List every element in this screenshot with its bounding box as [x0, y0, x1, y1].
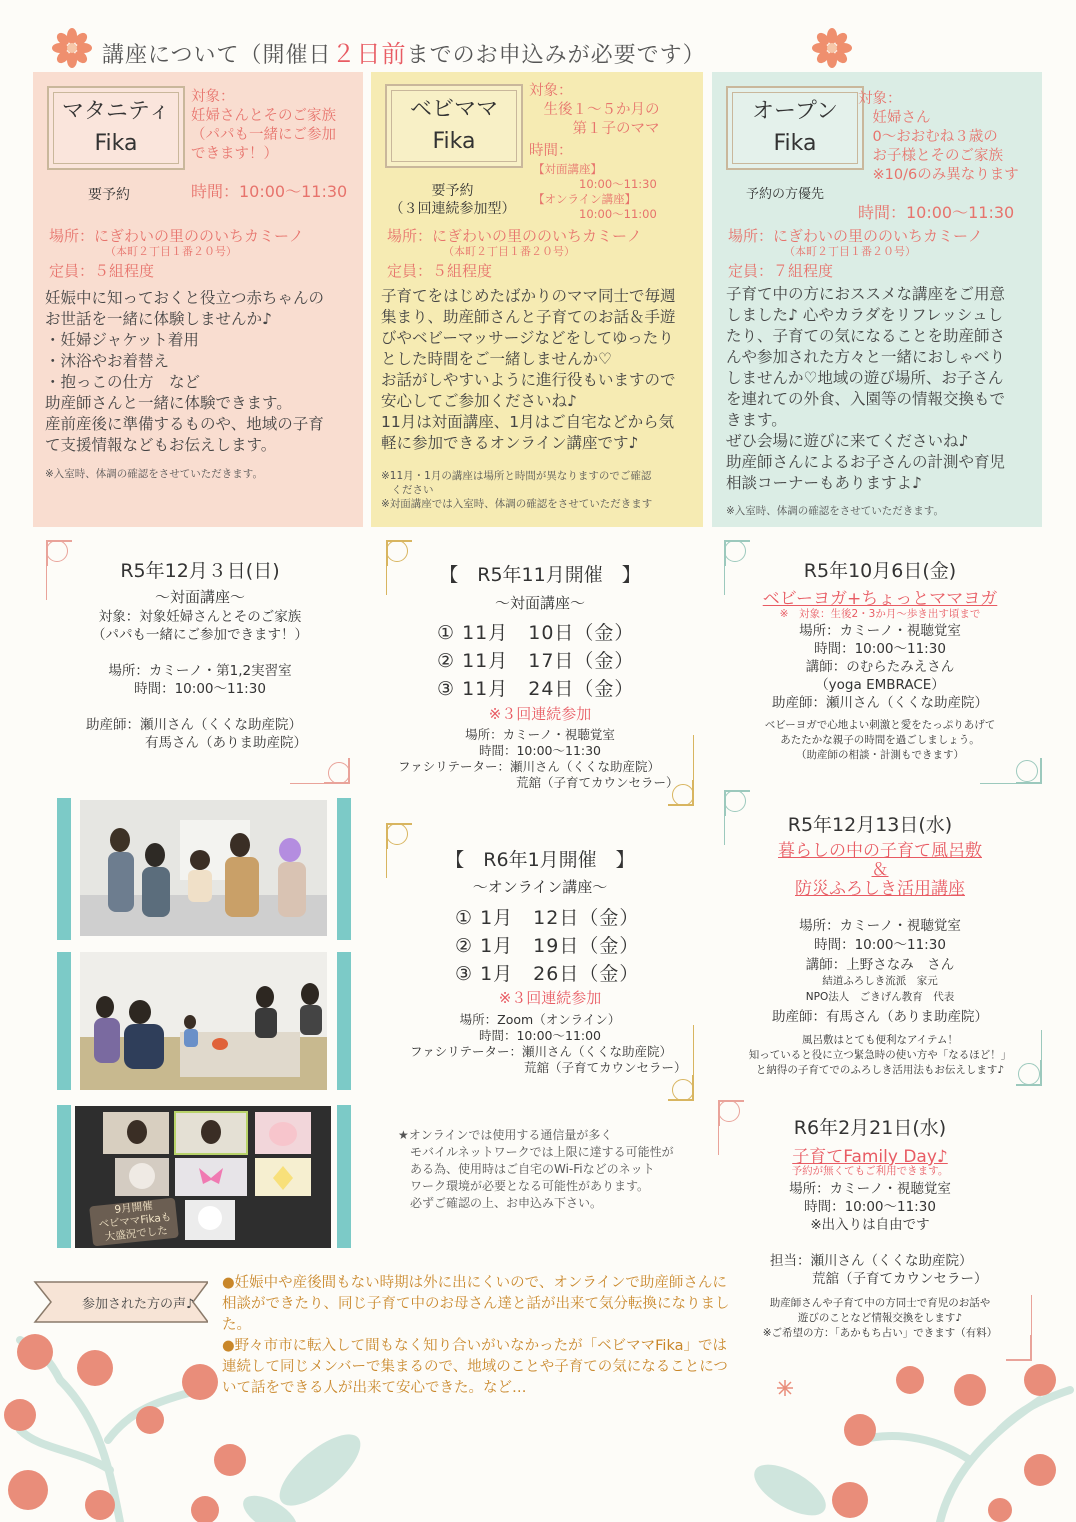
time-text: 時間：10:00～11:30 [858, 203, 1015, 222]
frame-circle [724, 540, 746, 562]
course-name-box: マタニティ Fika [47, 86, 185, 170]
decorative-branch-right [740, 1360, 1076, 1522]
target-text: 対象： 妊婦さん 0～おおむね３歳の お子様とそのご家族 ※10/6のみ異なります [858, 91, 1019, 183]
capacity-text: 定員：５組程度 [387, 262, 493, 280]
maternity-fika-panel [33, 72, 363, 527]
target-text: 対象： 妊婦さんとそのご家族 （パパも一緒にご参加 できます！） [191, 89, 336, 162]
event-date-row: ② 1月 19日（金） [455, 935, 640, 957]
event-time: 時間：10:00～11:30 [814, 641, 946, 657]
place-text: 場所：にぎわいの里ののいちカミーノ （本町２丁目１番２０号） [49, 227, 304, 258]
event-time: 時間：10:00～11:30 [134, 681, 266, 697]
event-desc: ベビーヨガで心地よい刺激と愛をたっぷりあげて あたたかな親子の時間を過ごしましょう。 （助産師の相談・計測もできます） [764, 719, 996, 761]
note-text: ※入室時、体調の確認をさせていただきます。 [726, 505, 944, 517]
voices-text: ●妊娠中や産後間もない時期は外に出にくいので、オンラインで助産師さんに 相談ができたり、同じ子育て中のお母さん達と話が出来て気分転換になりまし た。 ●野々市市に転入して間もなく知り合いがいなかったが「ベビママFika」では 連続して同じメンバーで集まるので、地域のことや子育ての気になることにつ いて話をできる人が出来て安心できた。など… [222, 1275, 730, 1396]
note-text: ※11月・1月の講座は場所と時間が異なりますのでご確認 ください ※対面講座では入室時、体調の確認をさせていただきます [381, 470, 653, 510]
event-facilitator-2: 荒舘（子育てカウンセラー） [516, 775, 679, 790]
event-midwife-2: 有馬さん（ありま助産院） [145, 735, 307, 751]
decorative-branch-left [0, 1320, 380, 1522]
event-type: ～対面講座～ [494, 594, 585, 612]
description-text: 子育てをはじめたばかりのママ同士で毎週 集まり、助産師さんと子育てのお話＆手遊 びやベビーマッサージなどをしてゆったり とした時間をご一緒しませんか♡ お話がしやすいように進行役もいますので 安心してご参加くださいね♪ 11月は対面講座、1月はご自宅などから気 軽に参加できるオンライン講座です♪ [381, 287, 676, 452]
frame-line [980, 783, 1040, 784]
event-title-link-2[interactable]: 防災ふろしき活用講座 [795, 879, 965, 899]
event-desc: 助産師さんや子育て中の方同士で育児のお話や 遊びのことなど情報交換をします♪ ※ご希望の方：「あかもち占い」できます（有料） [762, 1297, 998, 1339]
photo-frame-bar [57, 798, 71, 940]
event-date-row: ① 11月 10日（金） [437, 622, 635, 644]
event-staff-2: 荒舘（子育てカウンセラー） [812, 1271, 988, 1287]
photo-frame-bar [57, 1105, 71, 1248]
event-target: ※ 対象：生後2・3か月～歩き出す頃まで [779, 608, 981, 620]
event-title: 【 R5年11月開催 】 [439, 564, 641, 586]
event-midwife: 助産師：瀬川さん（くくな助産院） [772, 695, 988, 711]
event-place: 場所：カミーノ・視聴覚室 [799, 623, 961, 639]
event-place: 場所：カミーノ・視聴覚室 [799, 918, 961, 934]
time-text: 時間：10:00～11:30 [191, 182, 348, 201]
event-facilitator-2: 荒舘（子育てカウンセラー） [524, 1060, 687, 1075]
frame-circle [718, 1100, 740, 1122]
event-lecturer: 講師：上野さなみ さん [805, 957, 955, 973]
target-text: 対象： 生後１～５か月の 第１子のママ [529, 83, 660, 137]
event-target-note: （パパも一緒にご参加できます！） [92, 627, 308, 643]
voices-label: 参加された方の声♪ [82, 1297, 195, 1312]
online-notice: ★オンラインでは使用する通信量が多く モバイルネットワークでは上限に達する可能性が ある為、使用時はご自宅のWi-Fiなどのネット ワーク環境が必要となる可能性があります。 必ずご確認の上、お申込み下さい。 [398, 1128, 674, 1210]
online-class-photo [75, 1106, 331, 1248]
event-facilitator: ファシリテーター：瀬川さん（くくな助産院） [398, 759, 661, 774]
event-date-row: ③ 11月 24日（金） [437, 678, 635, 700]
event-midwife: 助産師：瀬川さん（くくな助産院） [86, 717, 302, 733]
event-place: 場所：カミーノ・視聴覚室 [789, 1181, 951, 1197]
photo-frame-bar [337, 1105, 351, 1248]
event-place: 場所：Zoom（オンライン） [459, 1012, 621, 1027]
class-photo-1 [80, 800, 327, 936]
event-time: 時間：10:00～11:30 [804, 1199, 936, 1215]
flower-icon-left [52, 28, 92, 68]
event-desc: 風呂敷はとても便利なアイテム！ 知っていると役に立つ緊急時の使い方や「なるほど！」 と納得の子育てでのふろしき活用法もお伝えします♪ [748, 1034, 1012, 1076]
bebimama-fika-panel [371, 72, 703, 527]
capacity-text: 定員：５組程度 [49, 262, 155, 280]
event-title-link[interactable]: 子育てFamily Day♪ [792, 1147, 948, 1167]
event-staff: 担当：瀬川さん（くくな助産院） [770, 1253, 973, 1269]
time-label: 時間： [529, 143, 573, 159]
reservation-label: 要予約 （３回連続参加型） [389, 183, 516, 217]
class-photo-2 [80, 952, 327, 1090]
note-text: ※入室時、体調の確認をさせていただきます。 [45, 468, 263, 480]
event-type: ～オンライン講座～ [472, 878, 608, 896]
place-text: 場所：にぎわいの里ののいちカミーノ （本町２丁目１番２０号） [728, 227, 983, 258]
event-series-note: ※３回連続参加 [498, 989, 602, 1007]
frame-circle [1016, 760, 1038, 782]
event-title-link[interactable]: ベビーヨガ+ちょっとママヨガ [762, 589, 998, 609]
event-date: R5年10月6日(金) [803, 560, 957, 582]
event-midwife: 助産師：有馬さん（ありま助産院） [772, 1009, 988, 1025]
event-lecturer-sub-2: NPO法人 ごきげん教育 代表 [805, 991, 955, 1003]
event-date: R6年2月21日(水) [793, 1117, 947, 1139]
event-free-note: ※出入りは自由です [810, 1217, 930, 1233]
page-title: 講座について（開催日２日前までのお申込みが必要です） [102, 40, 706, 68]
event-sub: 予約が無くてもご利用できます。 [791, 1165, 949, 1177]
title-highlight: ２日前 [331, 40, 407, 68]
photo-frame-bar [57, 952, 71, 1090]
photo-frame-bar [337, 798, 351, 940]
frame-line [1041, 1030, 1042, 1085]
photo-caption: 9月開催 ベビママFikaも 大盛況でした [98, 1200, 172, 1244]
capacity-text: 定員：７組程度 [728, 262, 834, 280]
event-title-amp: ＆ [871, 860, 889, 880]
event-title-link[interactable]: 暮らしの中の子育て風呂敷 [778, 841, 982, 861]
reservation-label: 予約の方優先 [746, 187, 825, 202]
frame-circle [724, 790, 746, 812]
event-date-row: ② 11月 17日（金） [437, 650, 635, 672]
frame-line [1031, 1295, 1032, 1360]
reservation-label: 要予約 [88, 187, 130, 203]
event-date: R5年12月３日(日) [120, 560, 280, 582]
place-text: 場所：にぎわいの里ののいちカミーノ （本町２丁目１番２０号） [387, 227, 642, 258]
event-place: 場所：カミーノ・視聴覚室 [465, 727, 615, 742]
event-time: 時間：10:00～11:00 [478, 1028, 602, 1043]
event-date-row: ③ 1月 26日（金） [455, 963, 640, 985]
open-fika-panel [712, 72, 1042, 527]
event-place: 場所：カミーノ・第1,2実習室 [108, 663, 292, 679]
event-date: R5年12月13日(水) [787, 814, 953, 836]
event-lecturer: 講師：のむらたみえさん [805, 659, 955, 675]
event-title: 【 R6年1月開催 】 [445, 849, 635, 871]
event-time: 時間：10:00～11:30 [478, 743, 602, 758]
photo-frame-bar [337, 952, 351, 1090]
description-text: 妊娠中に知っておくと役立つ赤ちゃんの お世話を一緒に体験しませんか♪ ・妊婦ジャケット着用 ・沐浴やお着替え ・抱っこの仕方 など 助産師さんと一緒に体験できます。 産前産後に準備するものや、地域の子育 て支援情報などもお伝えします。 [45, 289, 325, 454]
event-date-row: ① 1月 12日（金） [455, 907, 640, 929]
event-facilitator: ファシリテーター：瀬川さん（くくな助産院） [410, 1044, 673, 1059]
event-type: ～対面講座～ [154, 588, 245, 606]
time-detail: 【対面講座】 10:00～11:30 【オンライン講座】 10:00～11:00 [533, 162, 657, 221]
course-name-box: ベビママ Fika [385, 84, 523, 168]
frame-circle [672, 1079, 694, 1101]
course-name-box: オープン Fika [726, 86, 864, 170]
event-lecturer-sub: 結道ふろしき流派 家元 [822, 975, 938, 987]
flower-icon-right [812, 28, 852, 68]
event-time: 時間：10:00～11:30 [814, 937, 946, 953]
description-text: 子育て中の方におススメな講座をご用意 しました♪ 心やカラダをリフレッシュし たり、子育ての気になることを助産師さ んや参加された方々と一緒におしゃべり しませんか♡地域の遊び場所、お子さん を連れての外食、入園等の情報交換もで きます。 ぜひ会場に遊びに来てくださいね♪ 助産師さんによるお子さんの計測や育児 相談コーナーもありますよ♪ [726, 285, 1006, 492]
frame-circle [46, 540, 68, 562]
frame-circle [328, 762, 350, 784]
frame-circle [386, 823, 408, 845]
event-target: 対象：対象妊婦さんとそのご家族 [98, 609, 302, 625]
event-series-note: ※３回連続参加 [488, 705, 592, 723]
event-lecturer-2: （yoga EMBRACE） [815, 677, 945, 693]
frame-circle [386, 540, 408, 562]
